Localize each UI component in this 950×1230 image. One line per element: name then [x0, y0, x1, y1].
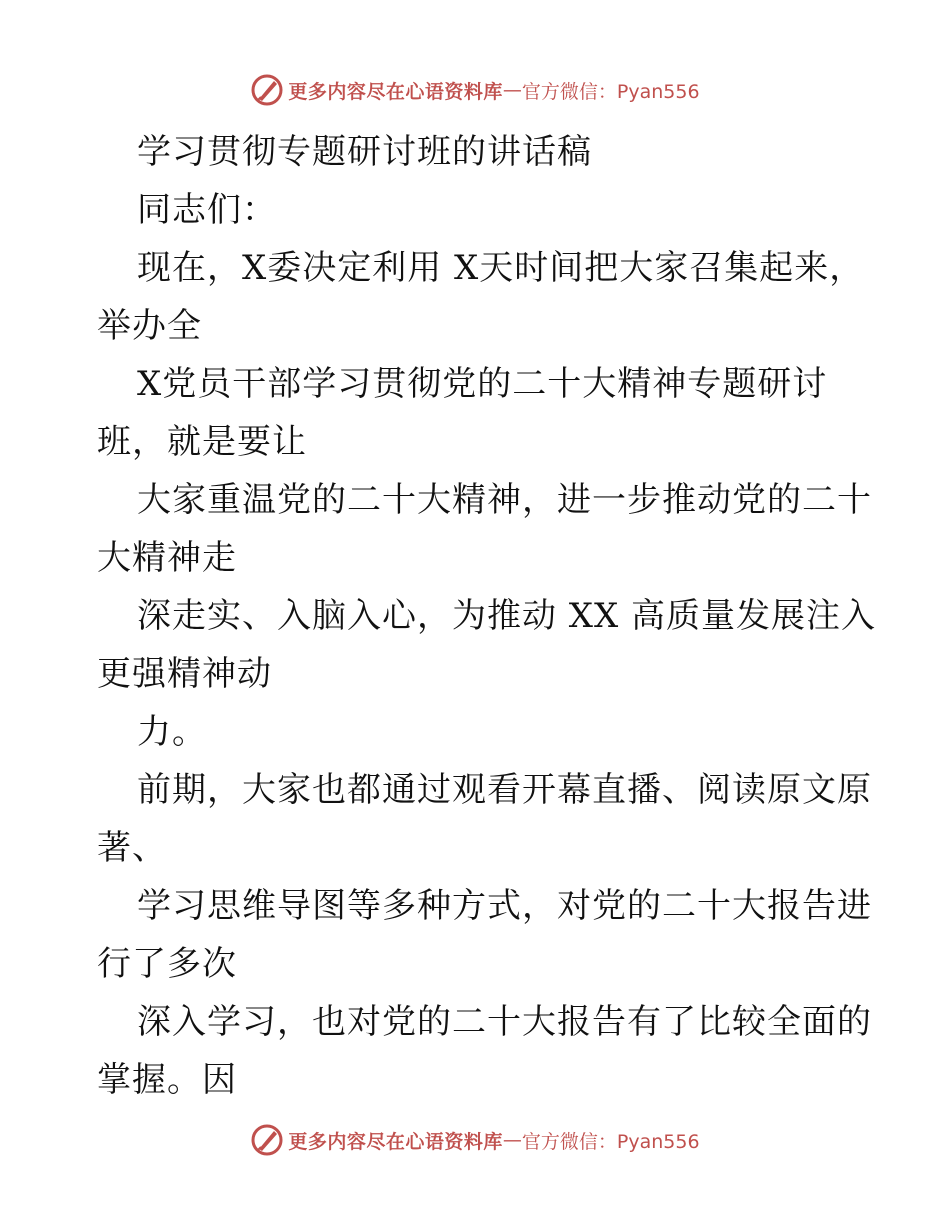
document-title: 学习贯彻专题研讨班的讲话稿 [137, 132, 592, 172]
text-line: 前期，大家也都通过观看开幕直播、阅读原文原 [137, 770, 872, 810]
watermark-text: 更多内容尽在心语资料库 [288, 80, 503, 103]
text-line: X党员干部学习贯彻党的二十大精神专题研讨 [137, 364, 828, 404]
watermark-dash: — [502, 79, 522, 101]
text-line: 学习思维导图等多种方式，对党的二十大报告进 [137, 886, 872, 926]
watermark-wechat: 官方微信：Pyan556 [521, 1130, 700, 1153]
text-line: 力。 [137, 712, 207, 752]
salutation: 同志们： [137, 190, 277, 230]
text-line: 大家重温党的二十大精神，进一步推动党的二十 [137, 480, 872, 520]
text-line: 班，就是要让 [97, 422, 307, 462]
watermark-dash: — [502, 1129, 522, 1151]
quill-logo-icon [250, 73, 284, 107]
text-line: 深入学习，也对党的二十大报告有了比较全面的 [137, 1002, 872, 1042]
text-line: 更强精神动 [97, 654, 272, 694]
watermark-wechat: 官方微信：Pyan556 [521, 80, 700, 103]
watermark-header [0, 70, 950, 110]
watermark-text: 更多内容尽在心语资料库 [288, 1130, 503, 1153]
quill-logo-icon [250, 1123, 284, 1157]
text-line: 著、 [97, 828, 167, 868]
text-line: 掌握。因 [97, 1060, 237, 1100]
text-line: 举办全 [97, 306, 202, 346]
text-line: 现在，X委决定利用 X天时间把大家召集起来， [137, 248, 865, 288]
document-body [0, 123, 950, 1109]
text-line: 大精神走 [97, 538, 237, 578]
text-line: 行了多次 [97, 944, 237, 984]
text-line: 深走实、入脑入心，为推动 XX 高质量发展注入 [137, 596, 877, 636]
watermark-footer [0, 1120, 950, 1160]
